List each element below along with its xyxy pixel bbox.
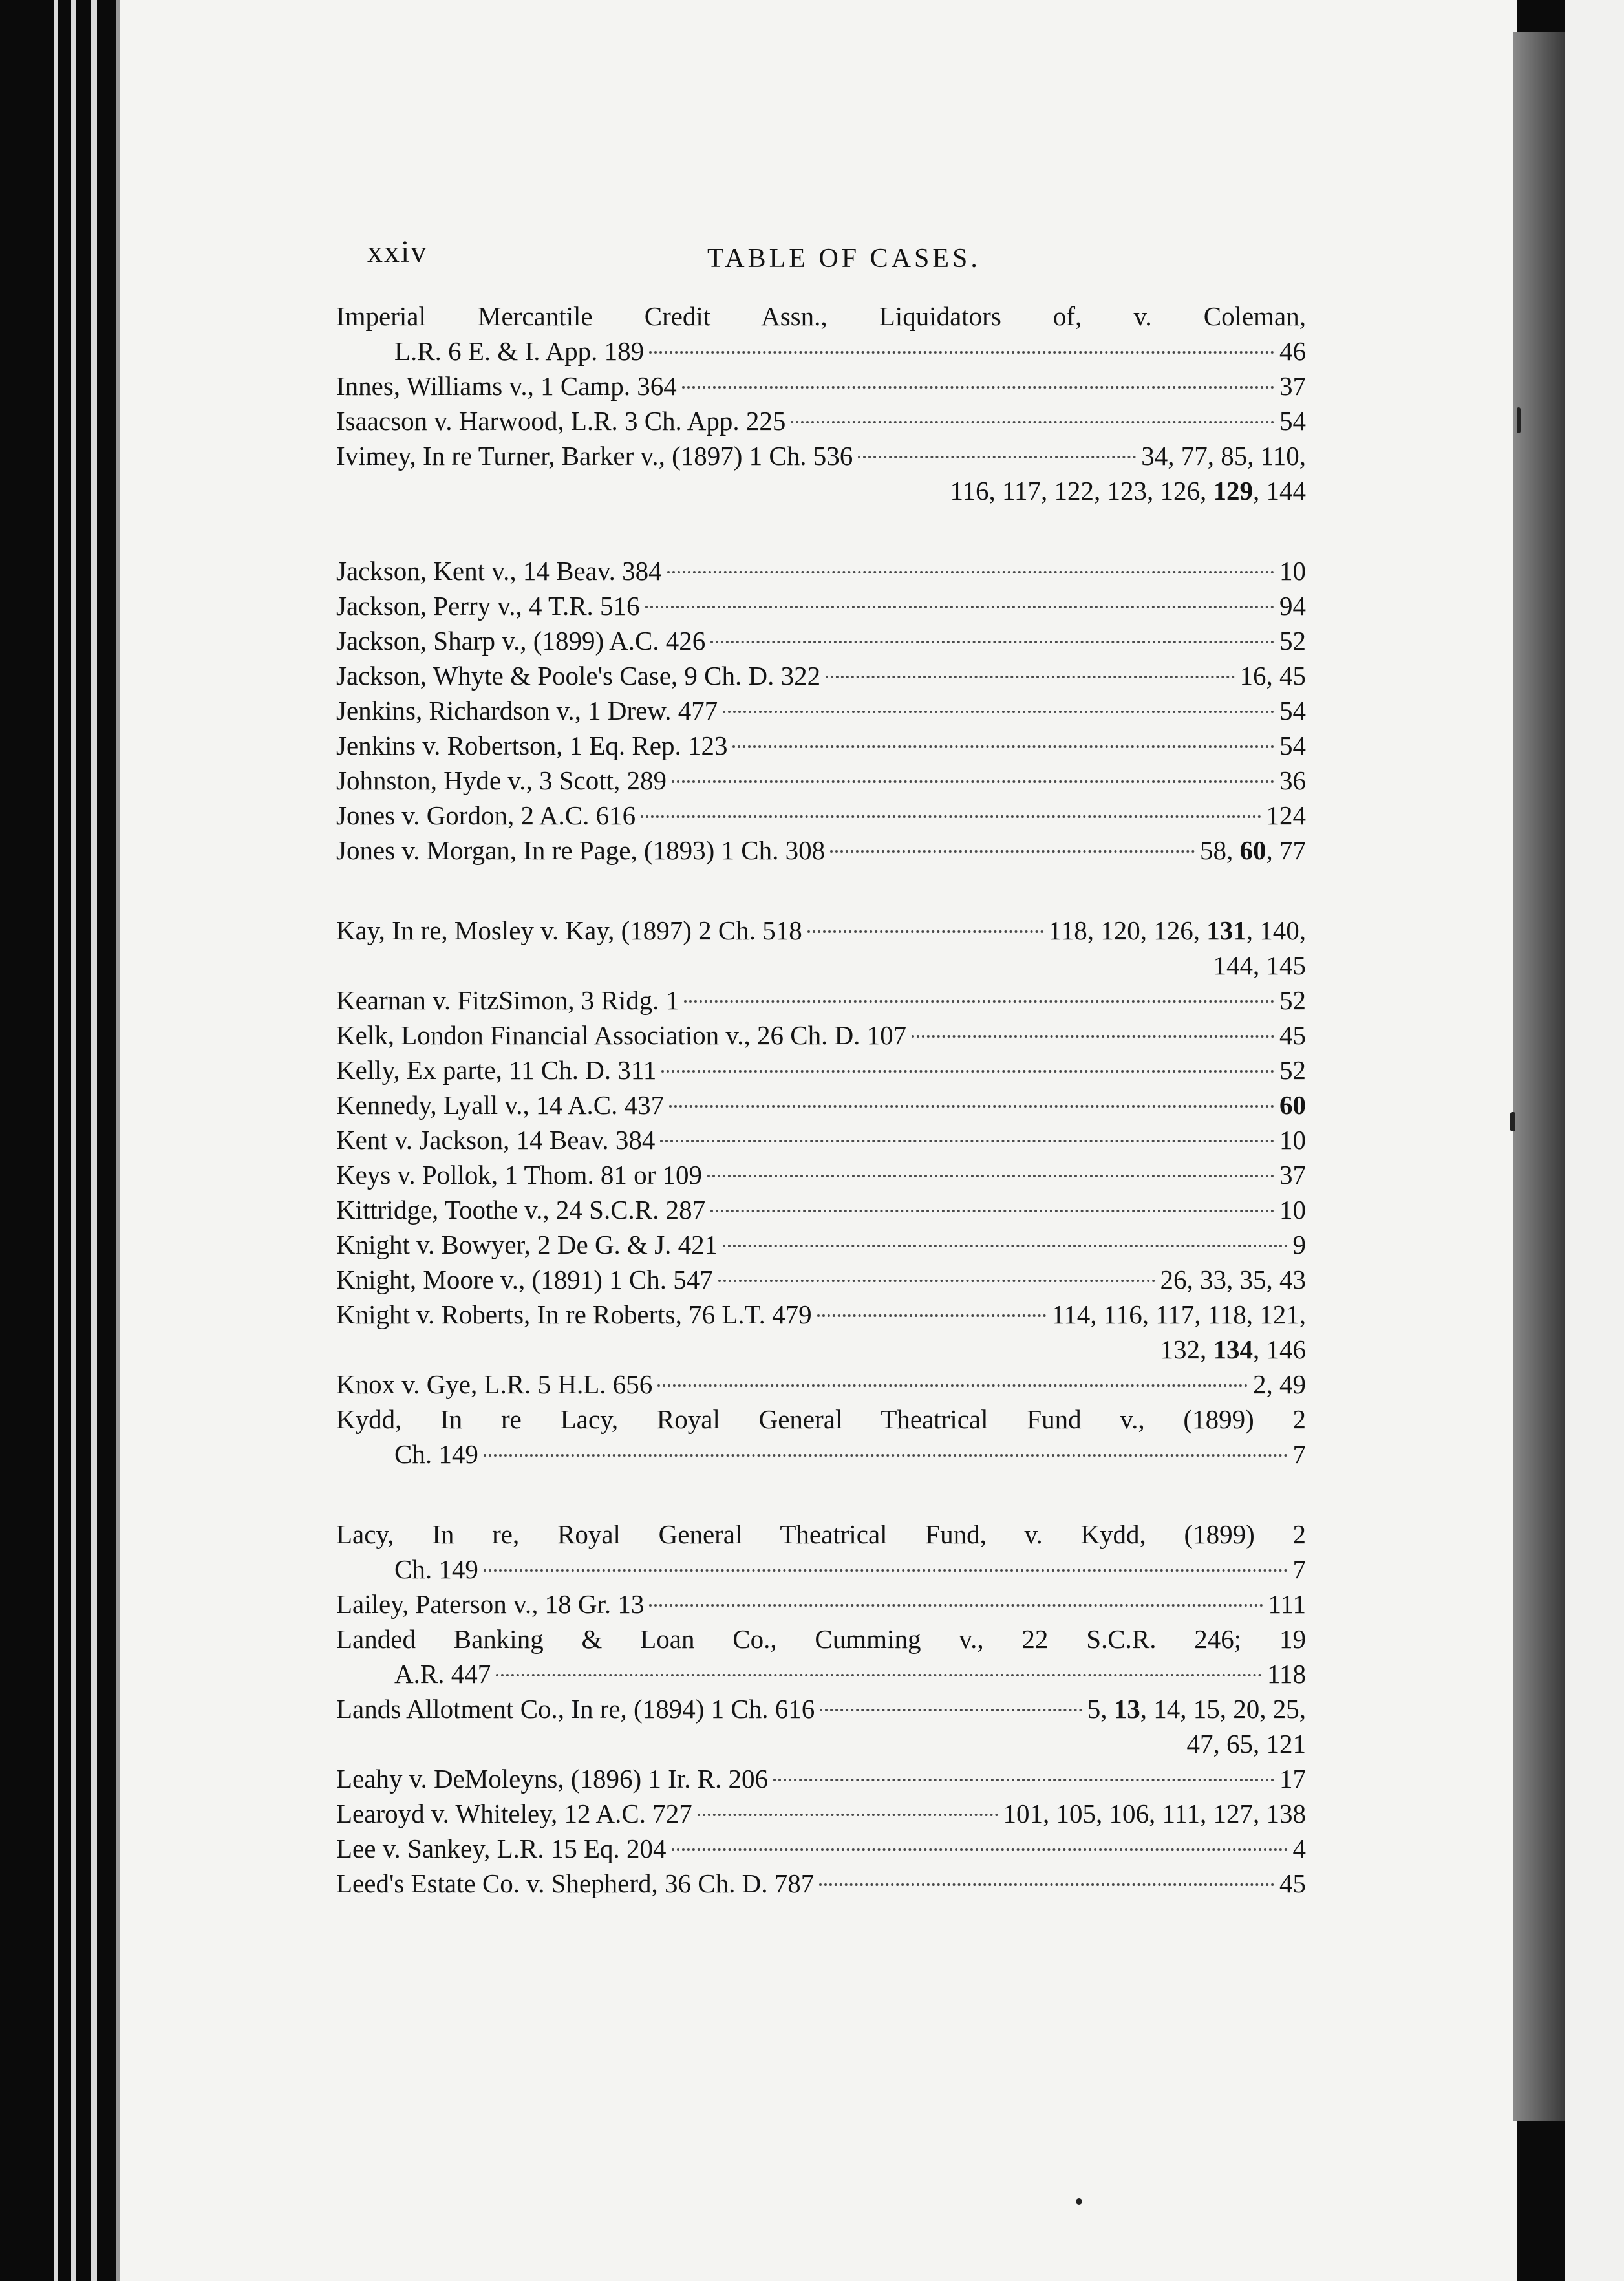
case-entry [336,623,1306,658]
page-references: 58, 60, 77 [1200,835,1306,865]
dot-leader [669,1105,1274,1108]
page-references: 52 [1279,1055,1306,1085]
page-references: 111 [1268,1589,1306,1619]
page-references: 54 [1279,406,1306,436]
case-entry [336,763,1306,798]
case-row [336,369,1306,403]
case-name: Jones v. Morgan, In re Page, (1893) 1 Ch. 308 [336,835,826,865]
case-name: Kittridge, Toothe v., 24 S.C.R. 287 [336,1195,706,1225]
dot-leader [707,1175,1274,1177]
case-entry [336,1622,1306,1691]
case-name: Kelk, London Financial Association v., 26 Ch. D. 107 [336,1020,907,1050]
page-references: 52 [1279,985,1306,1015]
case-row [336,1691,1306,1726]
table-of-cases [336,299,1306,1946]
case-name: Johnston, Hyde v., 3 Scott, 289 [336,766,667,795]
case-name: Jones v. Gordon, 2 A.C. 616 [336,800,636,830]
case-row [336,438,1306,473]
case-row [336,1227,1306,1262]
dot-leader [684,1000,1274,1003]
case-entry [336,1018,1306,1053]
case-name: Knight v. Bowyer, 2 De G. & J. 421 [336,1230,718,1259]
case-row [336,1587,1306,1622]
case-entry [336,438,1306,508]
case-row [336,1157,1306,1192]
dot-leader [807,930,1043,933]
case-name: Knight, Moore v., (1891) 1 Ch. 547 [336,1265,713,1294]
dot-leader [661,1070,1274,1073]
case-entry [336,1192,1306,1227]
dot-leader [817,1314,1047,1317]
dot-leader [912,1035,1274,1038]
page-edge-line [54,0,58,2281]
case-row [336,588,1306,623]
case-row [336,728,1306,763]
case-row [336,403,1306,438]
case-row [336,1018,1306,1053]
page-references: 10 [1279,1125,1306,1155]
dot-leader [826,676,1234,678]
case-entry [336,833,1306,868]
page-references: 124 [1266,800,1306,830]
scan-speck [1076,2198,1082,2205]
case-title-line: Kydd, In re Lacy, Royal General Theatrical Fund v., (1899) 2 [336,1404,1306,1434]
page-references-continued: 144, 145 [1213,950,1306,980]
dot-leader [682,386,1274,389]
page-references: 5, 13, 14, 15, 20, 25, [1087,1694,1306,1724]
case-name: Isaacson v. Harwood, L.R. 3 Ch. App. 225 [336,406,786,436]
dot-leader [723,711,1274,713]
page-references: 26, 33, 35, 43 [1160,1265,1306,1294]
case-name: A.R. 447 [394,1659,491,1689]
case-entry [336,1796,1306,1831]
case-entry [336,1157,1306,1192]
page-references: 45 [1279,1020,1306,1050]
page-references: 118 [1267,1659,1306,1689]
dot-leader [672,780,1274,783]
case-entry [336,983,1306,1018]
dot-leader [672,1848,1288,1851]
case-row [336,913,1306,948]
case-entry [336,1227,1306,1262]
dot-leader [484,1454,1288,1457]
dot-leader [732,745,1274,748]
case-name: Kent v. Jackson, 14 Beav. 384 [336,1125,656,1155]
dot-leader [830,850,1195,853]
case-entry [336,588,1306,623]
page-references: 7 [1292,1554,1306,1584]
case-name: Leed's Estate Co. v. Shepherd, 36 Ch. D. 787 [336,1869,815,1898]
dot-leader [710,641,1274,643]
case-row [336,983,1306,1018]
letter-group [336,299,1306,508]
case-entry [336,1761,1306,1796]
dot-leader [649,1604,1263,1607]
case-name: L.R. 6 E. & I. App. 189 [394,336,645,366]
case-row [336,1262,1306,1297]
case-name: Knight v. Roberts, In re Roberts, 76 L.T. 479 [336,1300,812,1329]
case-row [336,1367,1306,1402]
case-name: Knox v. Gye, L.R. 5 H.L. 656 [336,1369,653,1399]
dot-leader [657,1384,1248,1387]
dot-leader [723,1245,1287,1247]
page-references: 4 [1292,1834,1306,1863]
case-name: Jackson, Perry v., 4 T.R. 516 [336,591,640,621]
case-row [336,1552,1306,1587]
page-references: 9 [1292,1230,1306,1259]
case-name: Jenkins v. Robertson, 1 Eq. Rep. 123 [336,731,728,760]
case-title-line: Imperial Mercantile Credit Assn., Liquidators of, v. Coleman, [336,301,1306,331]
case-row [336,334,1306,369]
case-name: Jackson, Whyte & Poole's Case, 9 Ch. D. 322 [336,661,821,691]
scan-speck [1510,1112,1515,1131]
page-references: 46 [1279,336,1306,366]
case-row [336,1053,1306,1087]
case-name: Lailey, Paterson v., 18 Gr. 13 [336,1589,645,1619]
dot-leader [820,1709,1082,1711]
page-edge-line [91,0,97,2281]
case-entry [336,1367,1306,1402]
binding-shadow [1513,32,1565,2121]
case-row [336,1122,1306,1157]
case-row [336,833,1306,868]
page-references: 17 [1279,1764,1306,1794]
next-page-edge [1565,0,1624,2281]
page-references: 2, 49 [1253,1369,1306,1399]
page-references: 54 [1279,731,1306,760]
case-name: Jackson, Sharp v., (1899) A.C. 426 [336,626,706,656]
case-name: Lee v. Sankey, L.R. 15 Eq. 204 [336,1834,667,1863]
dot-leader [819,1883,1274,1886]
case-row [336,1796,1306,1831]
case-title-line: Lacy, In re, Royal General Theatrical Fund, v. Kydd, (1899) 2 [336,1519,1306,1549]
case-entry [336,1053,1306,1087]
dot-leader [698,1814,998,1816]
case-row [336,1656,1306,1691]
case-row [336,1866,1306,1901]
case-entry [336,798,1306,833]
case-row [336,1437,1306,1472]
dot-leader [645,606,1274,608]
page-number: xxiv [367,235,428,269]
case-entry [336,299,1306,369]
case-entry [336,553,1306,588]
case-name: Ch. 149 [394,1554,478,1584]
case-row [336,1831,1306,1866]
case-name: Learoyd v. Whiteley, 12 A.C. 727 [336,1799,692,1828]
case-title-line: Landed Banking & Loan Co., Cumming v., 22 S.C.R. 246; 19 [336,1624,1306,1654]
page-references: 7 [1292,1439,1306,1469]
page-edge-line [71,0,76,2281]
dot-leader [710,1210,1274,1212]
page-references: 114, 116, 117, 118, 121, [1051,1300,1306,1329]
page-references: 94 [1279,591,1306,621]
dot-leader [484,1569,1288,1572]
case-row [336,1297,1306,1332]
page-references: 10 [1279,1195,1306,1225]
case-row [336,623,1306,658]
dot-leader [649,351,1274,354]
case-name: Kennedy, Lyall v., 14 A.C. 437 [336,1090,665,1120]
case-entry [336,1262,1306,1297]
case-name: Leahy v. DeMoleyns, (1896) 1 Ir. R. 206 [336,1764,769,1794]
dot-leader [660,1140,1274,1142]
case-entry [336,369,1306,403]
case-name: Kay, In re, Mosley v. Kay, (1897) 2 Ch. 518 [336,916,802,945]
case-row [336,553,1306,588]
page-references: 45 [1279,1869,1306,1898]
dot-leader [791,421,1274,423]
case-name: Lands Allotment Co., In re, (1894) 1 Ch. 616 [336,1694,815,1724]
dot-leader [667,571,1274,573]
page-references: 52 [1279,626,1306,656]
running-title: TABLE OF CASES. [707,244,981,273]
case-entry [336,693,1306,728]
page-header [367,234,1330,279]
case-entry [336,1691,1306,1761]
case-name: Keys v. Pollok, 1 Thom. 81 or 109 [336,1160,703,1190]
case-name: Ivimey, In re Turner, Barker v., (1897) 1 Ch. 536 [336,441,853,471]
page-references: 10 [1279,556,1306,586]
case-row [336,763,1306,798]
page-references: 101, 105, 106, 111, 127, 138 [1003,1799,1306,1828]
case-row [336,798,1306,833]
page-references: 37 [1279,1160,1306,1190]
case-name: Jackson, Kent v., 14 Beav. 384 [336,556,662,586]
page-references: 60 [1279,1090,1306,1120]
case-entry [336,1402,1306,1472]
case-name: Ch. 149 [394,1439,478,1469]
case-name: Kelly, Ex parte, 11 Ch. D. 311 [336,1055,657,1085]
case-name: Kearnan v. FitzSimon, 3 Ridg. 1 [336,985,679,1015]
case-row [336,1192,1306,1227]
case-row [336,658,1306,693]
page-references: 36 [1279,766,1306,795]
dot-leader [858,456,1136,458]
case-entry [336,403,1306,438]
case-row [336,693,1306,728]
page-references-continued: 132, 134, 146 [1160,1334,1306,1364]
letter-group [336,913,1306,1472]
case-row [336,1761,1306,1796]
page-references: 118, 120, 126, 131, 140, [1048,916,1306,945]
case-entry [336,1517,1306,1587]
page-references: 54 [1279,696,1306,725]
dot-leader [496,1674,1262,1676]
case-entry [336,658,1306,693]
case-entry [336,1122,1306,1157]
page-references-continued: 47, 65, 121 [1186,1729,1306,1759]
page-references-continued: 116, 117, 122, 123, 126, 129, 144 [950,476,1306,506]
letter-group [336,1517,1306,1901]
page-references: 16, 45 [1239,661,1306,691]
case-entry [336,1587,1306,1622]
dot-leader [773,1779,1274,1781]
page-references: 37 [1279,371,1306,401]
case-entry [336,728,1306,763]
case-entry [336,1297,1306,1367]
letter-group [336,553,1306,868]
case-name: Jenkins, Richardson v., 1 Drew. 477 [336,696,718,725]
case-entry [336,913,1306,983]
case-entry [336,1087,1306,1122]
page-references: 34, 77, 85, 110, [1141,441,1306,471]
case-row [336,1087,1306,1122]
dot-leader [718,1280,1155,1282]
dot-leader [641,815,1261,818]
case-entry [336,1866,1306,1901]
case-entry [336,1831,1306,1866]
case-name: Innes, Williams v., 1 Camp. 364 [336,371,677,401]
scan-speck [1517,407,1521,433]
